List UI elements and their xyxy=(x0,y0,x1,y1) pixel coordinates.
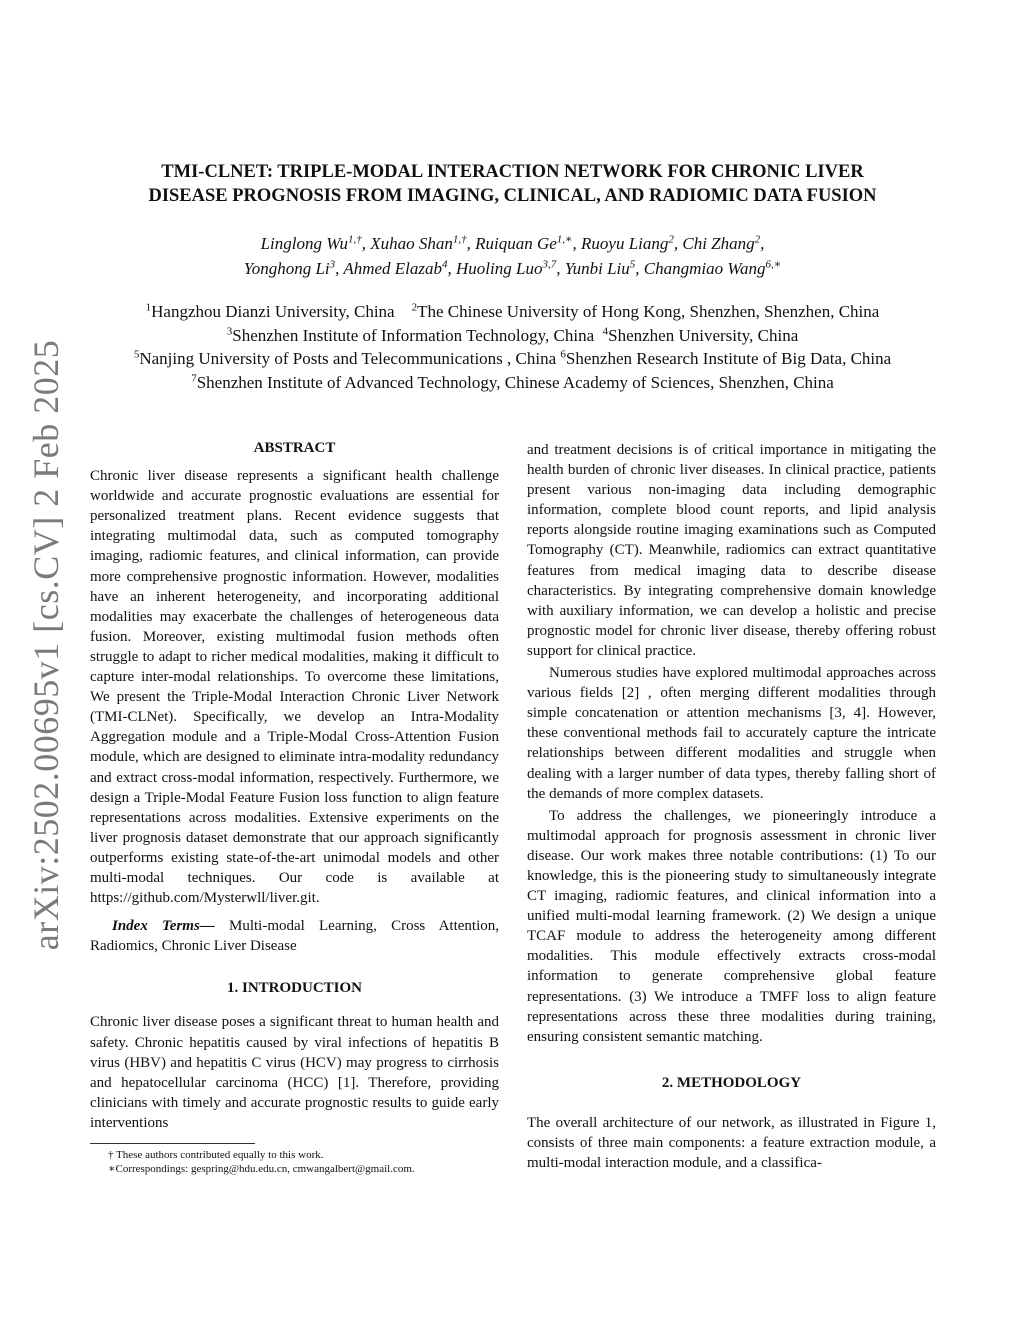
author-sep: , xyxy=(466,234,476,253)
index-terms-text: Multi-modal Learning, Cross Attention, Radiomics, Chronic Liver Disease xyxy=(90,918,500,955)
author-sep: , xyxy=(556,259,565,278)
author-name: Yunbi Liu xyxy=(564,259,630,278)
introduction-paragraph: Numerous studies have explored multimodal approaches across various fields [2] , often merging different modalities through simple concatenation or attention mechanisms [3, 4]. However, these conventional methods fail to accurately capture the intricate relationships between different modalities and struggle when dealing with a larger number of data types, thereby falling short of the demands of more complex datasets. xyxy=(527,665,936,802)
title-line-1: TMI-CLNET: TRIPLE-MODAL INTERACTION NETWORK FOR CHRONIC LIVER xyxy=(161,162,864,182)
affiliations xyxy=(90,300,935,394)
paper-title xyxy=(90,160,935,208)
author-sep: , xyxy=(447,259,457,278)
footnote-divider xyxy=(90,1143,255,1144)
footnote-equal-contribution: † These authors contributed equally to this work. xyxy=(108,1149,324,1161)
affil-sup: 1 xyxy=(145,301,152,314)
author-sep: , xyxy=(673,234,683,253)
author-sep: , xyxy=(572,234,582,253)
introduction-paragraph: Chronic liver disease poses a significant threat to human health and safety. Chronic hepatitis caused by viral infections of hepatitis B virus (HBV) and hepatitis C virus (HCV) may progress to cirrhosis and hepatocellular carcinoma (HCC) [1]. Therefore, providing clinicians with timely and accurate prognostic results to guide early interventions xyxy=(90,1014,499,1131)
affil-sup: 4 xyxy=(602,324,609,337)
author-name: Changmiao Wang xyxy=(643,259,766,278)
author-sep: , xyxy=(635,259,644,278)
author-line-2 xyxy=(90,256,935,281)
index-terms xyxy=(90,916,499,956)
author-name: Xuhao Shan xyxy=(370,234,453,253)
author-sup: 5 xyxy=(629,258,636,271)
author-name: Ahmed Elazab xyxy=(343,259,443,278)
author-name: Ruoyu Liang xyxy=(581,234,669,253)
affiliation: Shenzhen University, China xyxy=(608,325,799,345)
affiliation-line-2 xyxy=(90,324,935,348)
affil-sup: 2 xyxy=(411,301,418,314)
arxiv-sidebar-stamp: arXiv:2502.00695v1 [cs.CV] 2 Feb 2025 xyxy=(26,339,66,951)
footnote-correspondence: ∗Correspondings: gespring@hdu.edu.cn, cmwangalbert@gmail.com. xyxy=(108,1163,415,1175)
right-column xyxy=(527,440,936,1173)
affiliation: Nanjing University of Posts and Telecommunications , China xyxy=(139,349,557,368)
affiliation-line-3 xyxy=(90,347,935,371)
author-name: Yonghong Li xyxy=(243,259,330,278)
abstract-heading: ABSTRACT xyxy=(253,440,336,456)
abstract-text: Chronic liver disease represents a significant health challenge worldwide and accurate prognostic evaluations are essential for personalized treatment plans. Recent evidence suggests that integrating multimodal data, such as computed tomography imaging, radiomic features, and clinical information, can provide more comprehensive prognostic information. However, modalities have an inherent heterogeneity, and incorporating additional modalities may exacerbate the challenges of heterogeneous data fusion. Moreover, existing multimodal fusion methods often struggle to adapt to richer medical modalities, making it difficult to capture inter-modal relationships. To overcome these limitations, We present the Triple-Modal Interaction Chronic Liver Network (TMI-CLNet). Specifically, we develop an Intra-Modality Aggregation module and a Triple-Modal Cross-Attention Fusion module, which are designed to eliminate intra-modality redundancy and extract cross-modal information, respectively. Furthermore, we design a Triple-Modal Feature Fusion loss function to align feature representations across modalities. Extensive experiments on the liver prognosis dataset demonstrate that our approach significantly outperforms existing state-of-the-art unimodal models and other multi-modal techniques. Our code is available at https://github.com/Mysterwll/liver.git. xyxy=(90,468,499,907)
author-sep: , xyxy=(361,234,371,253)
introduction-paragraph-continued: and treatment decisions is of critical importance in mitigating the health burden of chronic liver diseases. In clinical practice, patients present various non-imaging data including demographic information, complete blood count reports, and lipid analysis reports alongside routine imaging examinations such as Computed Tomography (CT). Meanwhile, radiomics can extract quantitative features from medical imaging data to describe disease characteristics. By integrating comprehensive domain knowledge with auxiliary information, we can develop a holistic and precise prognostic model for chronic liver disease, thereby offering robust support for clinical practice. xyxy=(527,442,936,659)
introduction-paragraph: To address the challenges, we pioneeringly introduce a multimodal approach for prognosis assessment in chronic liver disease. Our work makes three notable contributions: (1) To our knowledge, this is the pioneering study to simultaneously integrate CT imaging, radiomic features, and clinical information into a unified multi-modal learning framework. (2) We design a unique TCAF module to address the heterogeneity among different modalities. This module effectively extracts cross-modal information to generate comprehensive global feature representations. (3) We introduce a TMFF loss to align feature representations across these three modalities during training, ensuring consistent semantic matching. xyxy=(527,807,936,1045)
affil-sup: 7 xyxy=(191,371,197,384)
author-name: Linglong Wu xyxy=(260,234,348,253)
methodology-paragraph: The overall architecture of our network, as illustrated in Figure 1, consists of three main components: a feature extraction module, a multi-modal interaction module, and a classifica- xyxy=(527,1114,936,1172)
author-sup: 3 xyxy=(329,258,336,271)
author-sup: 4 xyxy=(442,258,448,271)
left-column xyxy=(90,438,499,1176)
author-line-1 xyxy=(90,231,935,256)
introduction-heading: 1. INTRODUCTION xyxy=(226,980,362,997)
author-sup: 1,† xyxy=(452,233,467,246)
affil-sup: 5 xyxy=(133,348,140,361)
affiliation: The Chinese University of Hong Kong, Shenzhen, Shenzhen, China xyxy=(417,302,880,321)
author-name: Ruiquan Ge xyxy=(475,234,557,253)
affiliation: Shenzhen Institute of Advanced Technology, Chinese Academy of Sciences, Shenzhen, China xyxy=(196,372,834,392)
author-name: Huoling Luo xyxy=(456,259,543,278)
affiliation-line-1 xyxy=(90,300,935,324)
affiliation: Hangzhou Dianzi University, China xyxy=(151,302,395,321)
author-sep: , xyxy=(760,234,765,253)
author-list xyxy=(90,231,935,281)
title-line-2: DISEASE PROGNOSIS FROM IMAGING, CLINICAL, AND RADIOMIC DATA FUSION xyxy=(148,186,877,206)
affiliation: Shenzhen Research Institute of Big Data, China xyxy=(565,349,892,368)
affiliation-line-4 xyxy=(90,371,935,395)
affiliation: Shenzhen Institute of Information Technology, China xyxy=(232,325,595,345)
author-name: Chi Zhang xyxy=(682,234,755,253)
author-sep: , xyxy=(335,259,344,278)
affil-sup: 3 xyxy=(226,324,233,337)
author-sup: 1,† xyxy=(347,233,362,246)
author-sup: 2 xyxy=(668,233,674,246)
author-sup: 6,∗ xyxy=(765,258,782,271)
author-sup: 1,∗ xyxy=(556,233,573,246)
author-sup: 2 xyxy=(754,233,761,246)
author-sup: 3,7 xyxy=(542,258,557,271)
index-terms-label: Index Terms— xyxy=(112,918,215,935)
affil-sup: 6 xyxy=(560,348,566,361)
methodology-heading: 2. METHODOLOGY xyxy=(661,1074,802,1091)
